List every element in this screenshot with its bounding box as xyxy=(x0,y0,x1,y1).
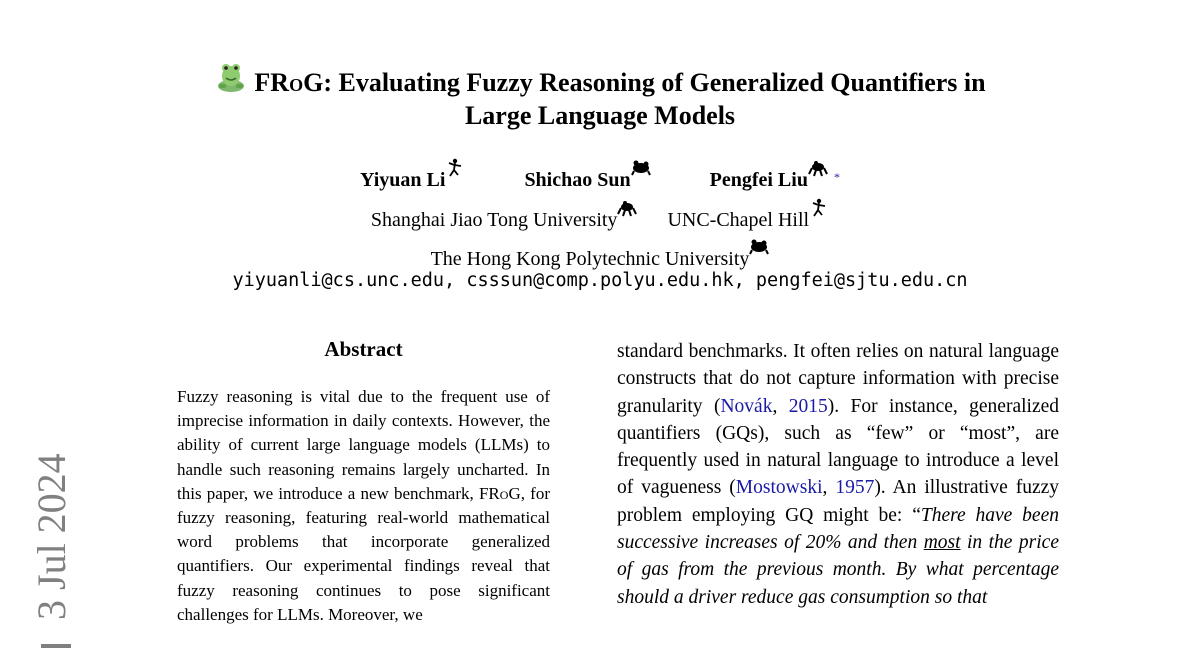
example-problem-2: in the price of gas from the previous month. By what percentage should a driver reduce gas consumption so that xyxy=(617,532,1059,608)
affiliation-unc: UNC-Chapel Hill xyxy=(667,209,810,231)
citation-year[interactable]: 1957 xyxy=(835,477,875,499)
stamp-bar xyxy=(41,644,71,648)
frog-silhouette-icon xyxy=(631,158,651,178)
title-line2: Large Language Models xyxy=(464,101,736,130)
citation-mostowski[interactable]: Mostowski xyxy=(735,477,823,499)
leaping-frog-icon xyxy=(617,198,637,218)
author-name: Pengfei Liu xyxy=(709,169,808,191)
citation-separator: , xyxy=(822,477,836,499)
arxiv-stamp xyxy=(22,448,82,648)
author-name: Shichao Sun xyxy=(524,169,631,191)
leaping-frog-icon xyxy=(808,158,828,178)
author-2 xyxy=(524,158,650,195)
citation-year[interactable]: 2015 xyxy=(788,395,828,417)
author-list xyxy=(150,158,1050,195)
dancer-icon xyxy=(809,198,829,218)
introduction-text xyxy=(617,338,1059,611)
affiliation-polyu: The Hong Kong Polytechnic University xyxy=(430,248,750,270)
benchmark-name-part: R xyxy=(488,483,500,503)
frog-silhouette-icon xyxy=(749,237,769,257)
abstract-heading: Abstract xyxy=(324,337,403,361)
dancer-icon xyxy=(445,158,465,178)
title-part: FR xyxy=(254,68,290,97)
intro-text-3: ). An illustrative fuzzy problem employing GQ might be: “ xyxy=(617,477,1059,526)
author-3 xyxy=(710,158,840,195)
title-line1: G: Evaluating Fuzzy Reasoning of Generalized Quantifiers in xyxy=(303,68,986,97)
citation-novak[interactable] xyxy=(720,396,772,417)
affiliation-sjtu: Shanghai Jiao Tong University xyxy=(370,209,618,231)
affiliation-line-1 xyxy=(150,198,1050,234)
title-smallcaps: o xyxy=(289,68,304,97)
paper-title xyxy=(150,60,1050,132)
abstract-text-2: G, for fuzzy reasoning, featuring real-world mathematical word problems that incorporate generalized quantifiers. Our experimental findings reveal that fuzzy reasoning continues to pose significant challenges for LLMs. Moreover, we xyxy=(177,483,550,624)
author-emails[interactable]: yiyuanli@cs.unc.edu, csssun@comp.polyu.edu.hk, pengfei@sjtu.edu.cn xyxy=(232,270,968,291)
corresponding-author-mark[interactable]: * xyxy=(833,170,840,184)
abstract-text-1: Fuzzy reasoning is vital due to the frequent use of imprecise information in daily contexts. However, the ability of current large language models (LLMs) to handle such reasoning remains largely uncharted. In this paper, we introduce a new benchmark, F xyxy=(177,387,550,503)
abstract-body xyxy=(177,385,550,627)
arxiv-date: 3 Jul 2024 xyxy=(29,453,74,620)
citation-author[interactable]: Novák xyxy=(720,395,773,417)
frog-logo-icon xyxy=(214,60,248,94)
benchmark-name-part: o xyxy=(499,483,509,503)
author-1 xyxy=(360,158,465,195)
intro-text-2: ). For instance, generalized quantifiers (GQs), such as “few” or “most”, are frequently used in natural language to introduce a level of vagueness ( xyxy=(617,395,1060,499)
example-problem-1: There have been successive increases of 20% and then xyxy=(617,504,1059,554)
citation-separator: , xyxy=(772,395,789,417)
example-quantifier: most xyxy=(923,532,961,554)
author-name: Yiyuan Li xyxy=(360,169,446,191)
intro-text-1: standard benchmarks. It often relies on natural language constructs that do not capture information with precise granularity ( xyxy=(617,341,1059,417)
